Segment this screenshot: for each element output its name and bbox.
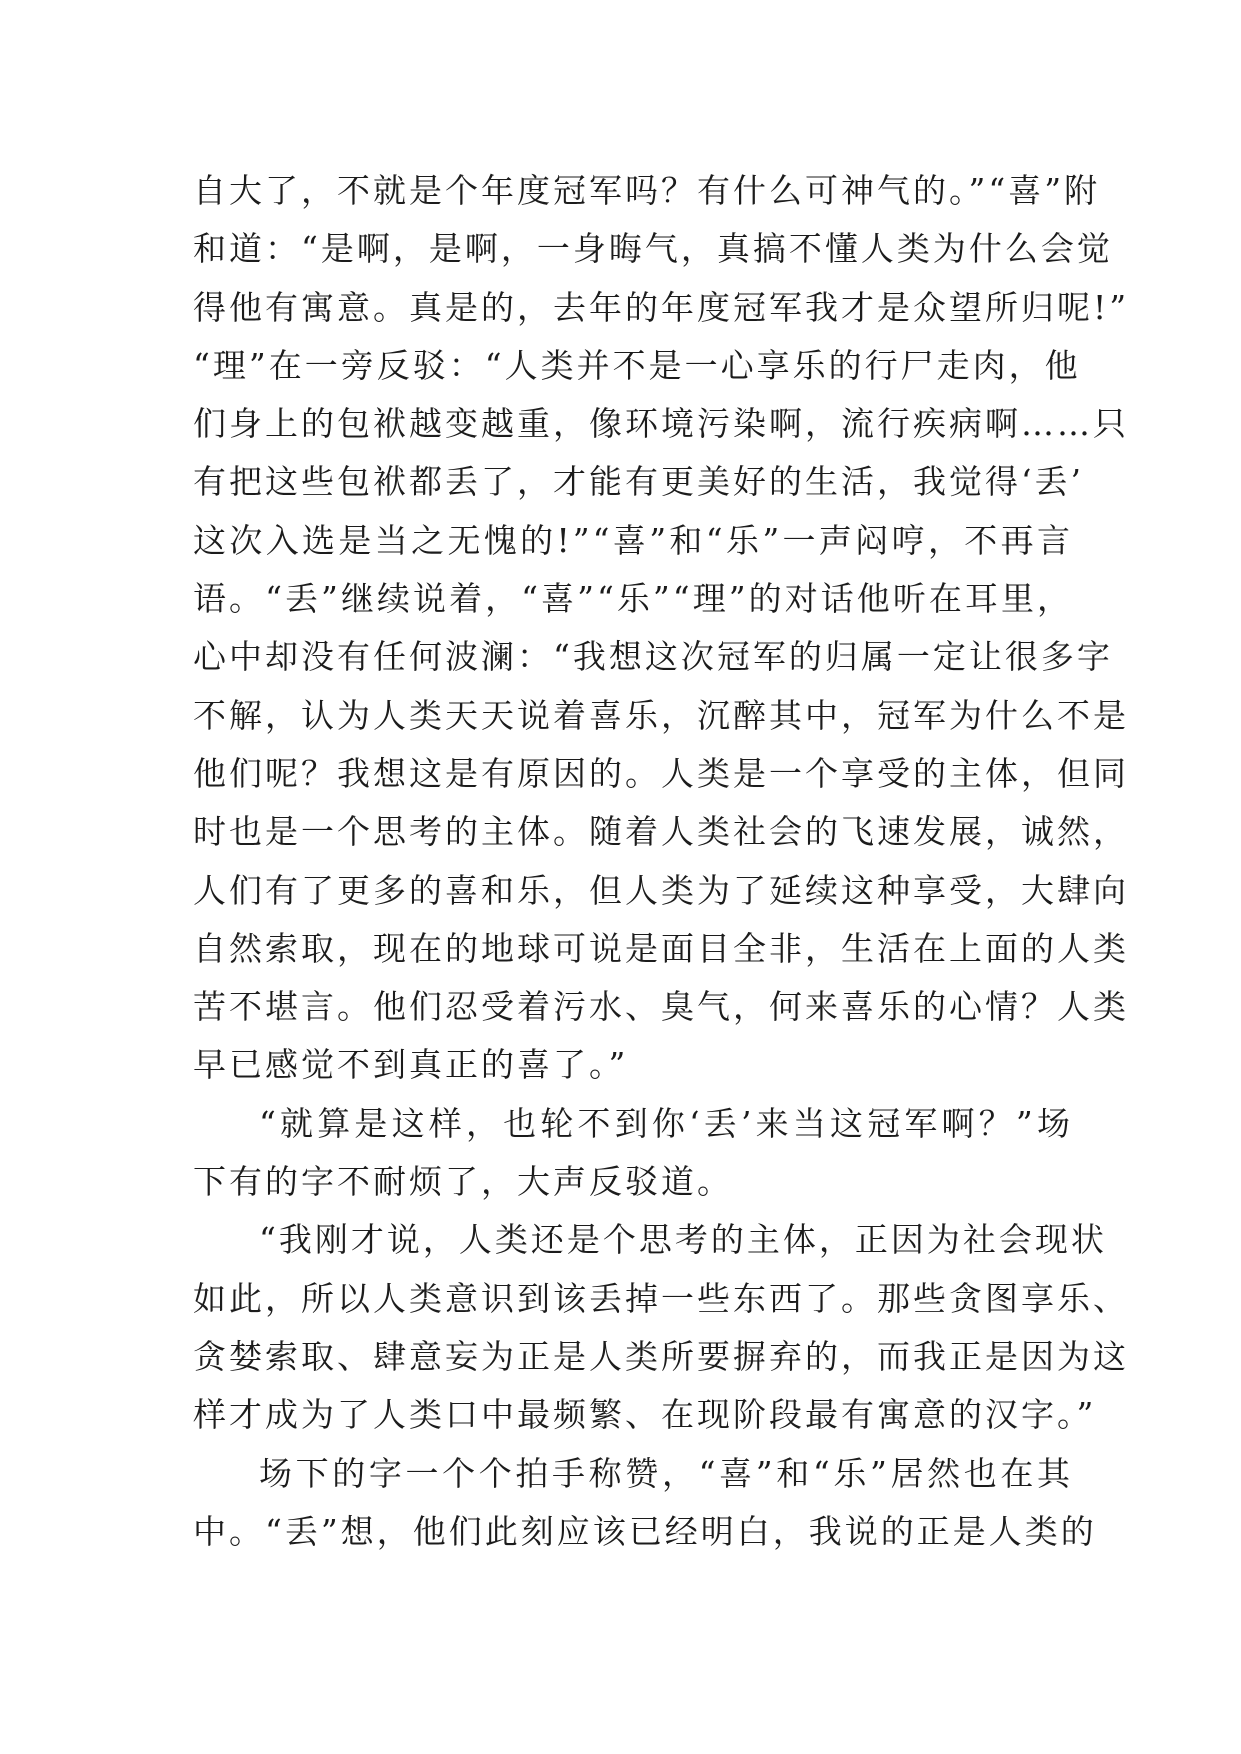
text-line: 不解，认为人类天天说着喜乐，沉醉其中，冠军为什么不是 <box>193 695 1129 735</box>
body-text <box>193 162 1130 1561</box>
text-line: 苦不堪言。他们忍受着污水、臭气，何来喜乐的心情？人类 <box>193 987 1129 1027</box>
text-line: “就算是这样，也轮不到你‘丢’来当这冠军啊？”场 <box>259 1103 1073 1143</box>
text-line: 得他有寓意。真是的，去年的年度冠军我才是众望所归呢!” <box>193 287 1130 327</box>
text-line: 场下的字一个个拍手称赞，“喜”和“乐”居然也在其 <box>259 1453 1073 1493</box>
text-line: “理”在一旁反驳：“人类并不是一心享乐的行尸走肉，他 <box>193 345 1081 385</box>
text-line: 语。“丢”继续说着，“喜”“乐”“理”的对话他听在耳里， <box>193 579 1073 619</box>
text-line: 下有的字不耐烦了，大声反驳道。 <box>193 1162 733 1202</box>
text-line: 早已感觉不到真正的喜了。” <box>193 1045 629 1085</box>
text-line: 人们有了更多的喜和乐，但人类为了延续这种享受，大肆向 <box>193 870 1129 910</box>
text-line: 自然索取，现在的地球可说是面目全非，生活在上面的人类 <box>193 928 1129 968</box>
text-line: 和道：“是啊，是啊，一身晦气，真搞不懂人类为什么会觉 <box>193 229 1113 269</box>
text-line: 如此，所以人类意识到该丢掉一些东西了。那些贪图享乐、 <box>193 1278 1129 1318</box>
text-line: 贪婪索取、肆意妄为正是人类所要摒弃的，而我正是因为这 <box>193 1336 1129 1376</box>
text-line: 时也是一个思考的主体。随着人类社会的飞速发展，诚然， <box>193 812 1129 852</box>
text-line: 心中却没有任何波澜：“我想这次冠军的归属一定让很多字 <box>193 637 1113 677</box>
text-line: 他们呢？我想这是有原因的。人类是一个享受的主体，但同 <box>193 753 1129 793</box>
text-line: 中。“丢”想，他们此刻应该已经明白，我说的正是人类的 <box>193 1511 1097 1551</box>
text-line: 自大了，不就是个年度冠军吗？有什么可神气的。”“喜”附 <box>193 171 1101 210</box>
text-line: 们身上的包袱越变越重，像环境污染啊，流行疾病啊……只 <box>193 404 1129 444</box>
text-line: “我刚才说，人类还是个思考的主体，正因为社会现状 <box>259 1220 1107 1260</box>
text-line: 这次入选是当之无愧的!”“喜”和“乐”一声闷哼，不再言 <box>193 520 1073 560</box>
text-line: 样才成为了人类口中最频繁、在现阶段最有寓意的汉字。” <box>193 1395 1097 1435</box>
text-line: 有把这些包袱都丢了，才能有更美好的生活，我觉得‘丢’ <box>193 462 1084 502</box>
